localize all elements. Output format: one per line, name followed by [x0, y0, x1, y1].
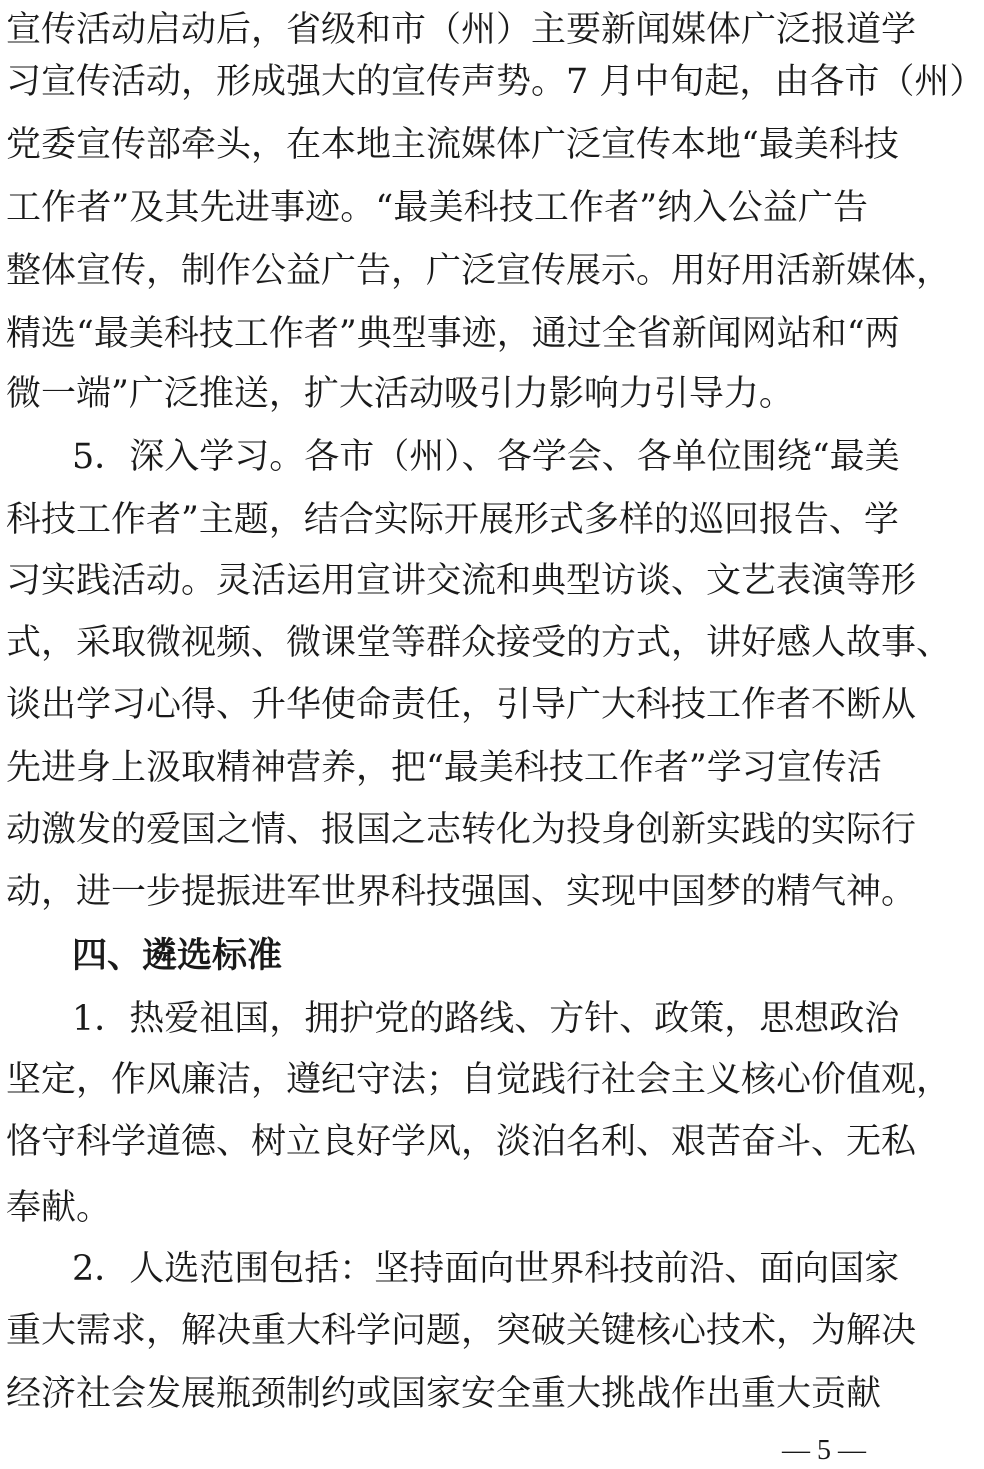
criterion-2-line: 2．人选范围包括：坚持面向世界科技前沿、面向国家: [72, 1249, 900, 1289]
text-line: 动，进一步提振进军世界科技强国、实现中国梦的精气神。: [6, 872, 917, 912]
section-heading: 四、遴选标准: [72, 936, 283, 976]
text-line: 科技工作者”主题，结合实际开展形式多样的巡回报告、学: [6, 500, 899, 540]
text-line: 宣传活动启动后，省级和市（州）主要新闻媒体广泛报道学: [6, 10, 917, 50]
text-line: 谈出学习心得、升华使命责任，引导广大科技工作者不断从: [6, 685, 917, 725]
text-line: 式，采取微视频、微课堂等群众接受的方式，讲好感人故事、: [6, 623, 952, 663]
text-line: 经济社会发展瓶颈制约或国家安全重大挑战作出重大贡献: [6, 1374, 882, 1414]
text-line: 先进身上汲取精神营养，把“最美科技工作者”学习宣传活: [6, 748, 882, 788]
text-line: 动激发的爱国之情、报国之志转化为投身创新实践的实际行: [6, 810, 917, 850]
text-line: 重大需求，解决重大科学问题，突破关键核心技术，为解决: [6, 1311, 917, 1351]
text-line: 坚定，作风廉洁，遵纪守法；自觉践行社会主义核心价值观，: [6, 1060, 952, 1100]
criterion-1-line: 1．热爱祖国，拥护党的路线、方针、政策，思想政治: [72, 999, 900, 1039]
text-line: 习宣传活动，形成强大的宣传声势。7 月中旬起，由各市（州）: [6, 62, 984, 102]
text-line: 党委宣传部牵头，在本地主流媒体广泛宣传本地“最美科技: [6, 125, 899, 165]
text-line: 精选“最美科技工作者”典型事迹，通过全省新闻网站和“两: [6, 314, 900, 354]
text-line: 微一端”广泛推送，扩大活动吸引力影响力引导力。: [6, 374, 794, 414]
text-line: 工作者”及其先进事迹。“最美科技工作者”纳入公益广告: [6, 188, 868, 228]
page-number: — 5 —: [782, 1435, 866, 1466]
text-line: 奉献。: [6, 1188, 112, 1228]
paragraph-5-title-line: 5．深入学习。各市（州）、各学会、各单位围绕“最美: [72, 437, 900, 477]
text-line: 整体宣传，制作公益广告，广泛宣传展示。用好用活新媒体，: [6, 251, 952, 291]
text-line: 习实践活动。灵活运用宣讲交流和典型访谈、文艺表演等形: [6, 561, 917, 601]
text-line: 恪守科学道德、树立良好学风，淡泊名利、艰苦奋斗、无私: [6, 1122, 917, 1162]
